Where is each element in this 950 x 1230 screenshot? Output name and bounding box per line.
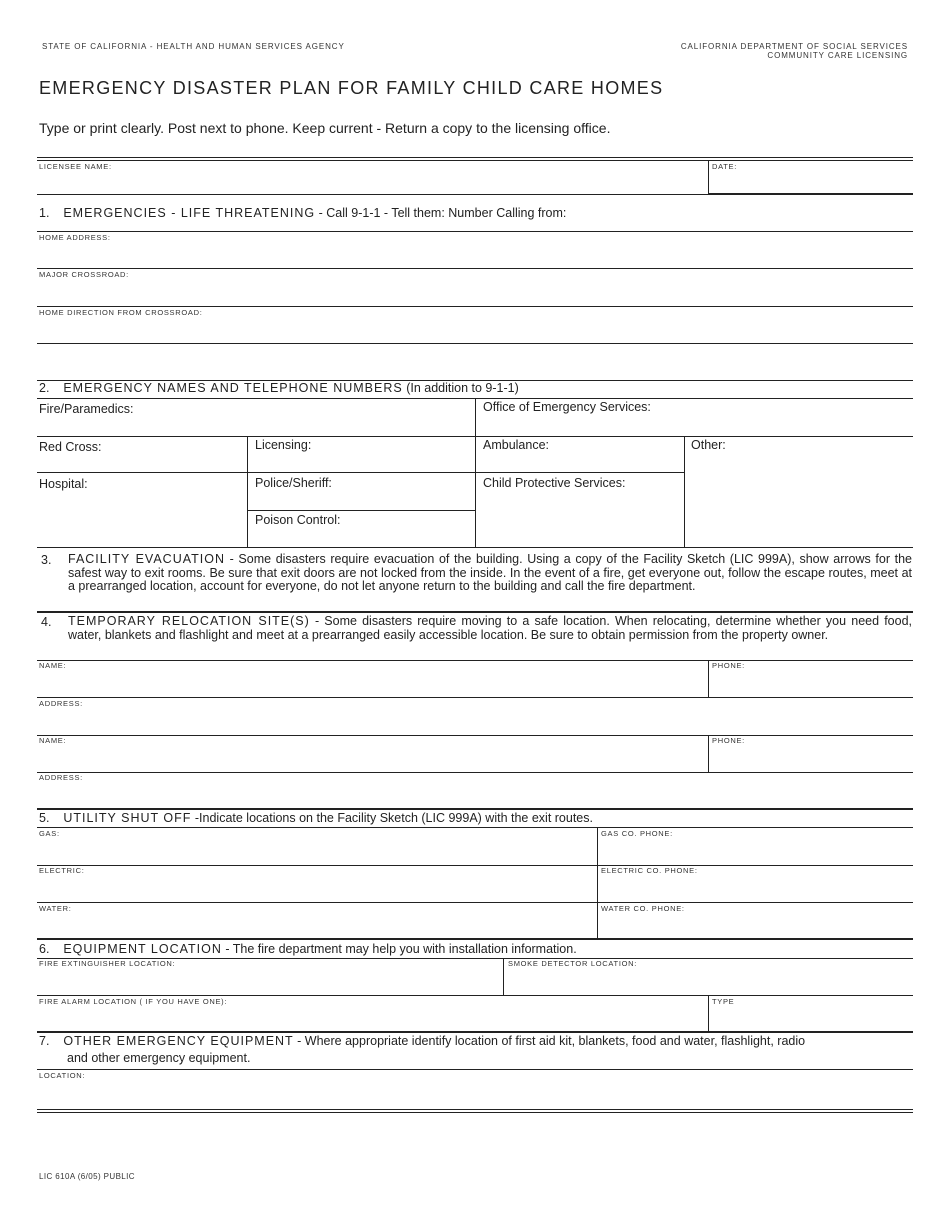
rule [37, 1112, 913, 1113]
section3-paragraph [68, 553, 912, 594]
instructions: Type or print clearly. Post next to phone. Keep current - Return a copy to the licensing office. [39, 120, 611, 136]
relocation2-name-field[interactable] [39, 746, 704, 770]
section7-number: 7. [39, 1034, 50, 1048]
rule [37, 160, 913, 161]
water-phone-label: WATER CO. PHONE: [601, 904, 685, 913]
licensee-name-field[interactable] [120, 170, 700, 192]
relocation1-name-field[interactable] [39, 671, 704, 695]
fire-alarm-field[interactable] [39, 1007, 704, 1029]
smoke-detector-label: SMOKE DETECTOR LOCATION: [508, 959, 638, 968]
agency-right-line1: CALIFORNIA DEPARTMENT OF SOCIAL SERVICES [680, 42, 908, 51]
rule [37, 827, 913, 828]
section7-text-line1: - Where appropriate identify location of first aid kit, blankets, food and water, flashlight, radio [293, 1034, 806, 1048]
ambulance-field[interactable] [560, 438, 682, 470]
red-cross-label: Red Cross: [39, 440, 102, 454]
licensing-label: Licensing: [255, 438, 312, 452]
rule [37, 194, 708, 195]
rule [37, 472, 684, 473]
ambulance-label: Ambulance: [483, 438, 550, 452]
oes-label: Office of Emergency Services: [483, 400, 651, 414]
relocation1-phone-label: PHONE: [712, 661, 745, 670]
extinguisher-label: FIRE EXTINGUISHER LOCATION: [39, 959, 176, 968]
red-cross-field[interactable] [120, 438, 245, 470]
rule [37, 343, 913, 344]
date-field[interactable] [740, 170, 910, 192]
section5-title: UTILITY SHUT OFF [63, 811, 192, 825]
rule [37, 1031, 913, 1033]
rule [708, 193, 913, 195]
licensee-name-label: LICENSEE NAME: [39, 162, 112, 171]
rule [37, 611, 913, 613]
fire-paramedics-label: Fire/Paramedics: [39, 402, 134, 416]
rule [37, 660, 913, 661]
section5-number: 5. [39, 811, 50, 825]
rule [37, 995, 913, 996]
relocation2-phone-field[interactable] [712, 746, 910, 770]
other-label: Other: [691, 438, 726, 452]
relocation2-address-label: ADDRESS: [39, 773, 83, 782]
relocation1-address-label: ADDRESS: [39, 699, 83, 708]
rule [37, 1109, 913, 1110]
section1-number: 1. [39, 206, 50, 220]
page-title: EMERGENCY DISASTER PLAN FOR FAMILY CHILD CARE HOMES [39, 78, 664, 98]
section6-title: EQUIPMENT LOCATION [63, 942, 222, 956]
section1-heading [39, 206, 566, 220]
electric-field[interactable] [39, 876, 593, 900]
gas-field[interactable] [39, 839, 593, 863]
rule [37, 808, 913, 810]
electric-label: ELECTRIC: [39, 866, 85, 875]
divider [684, 436, 685, 548]
gas-label: GAS: [39, 829, 60, 838]
rule [37, 157, 913, 158]
relocation2-address-field[interactable] [39, 783, 909, 807]
type-field[interactable] [712, 1007, 910, 1029]
section4-number: 4. [41, 615, 52, 629]
type-label: TYPE [712, 997, 735, 1006]
rule [37, 938, 913, 940]
oes-field[interactable] [680, 400, 910, 434]
gas-phone-label: GAS CO. PHONE: [601, 829, 673, 838]
extinguisher-field[interactable] [39, 969, 499, 993]
agency-left: STATE OF CALIFORNIA - HEALTH AND HUMAN SERVICES AGENCY [42, 42, 345, 51]
section6-heading [39, 942, 577, 956]
rule [37, 268, 913, 269]
relocation2-name-label: NAME: [39, 736, 67, 745]
water-label: WATER: [39, 904, 72, 913]
divider [708, 160, 709, 194]
form-id: LIC 610A (6/05) PUBLIC [39, 1172, 135, 1181]
rule [37, 772, 913, 773]
fire-alarm-label: FIRE ALARM LOCATION ( IF YOU HAVE ONE): [39, 997, 228, 1006]
police-sheriff-field[interactable] [345, 476, 472, 508]
section4-text: - Some disasters require moving to a safe location. When relocating, determine whether you need food, water, blankets and flashlight and meet at a prearranged easily accessible location. Be sure to obtain permission from the property owner. [68, 614, 912, 642]
rule [37, 436, 913, 437]
divider [708, 735, 709, 772]
divider [708, 995, 709, 1031]
section4-paragraph [68, 615, 912, 642]
relocation2-phone-label: PHONE: [712, 736, 745, 745]
section1-title: EMERGENCIES - LIFE THREATENING [63, 206, 316, 220]
major-crossroad-field[interactable] [39, 280, 909, 304]
relocation1-name-label: NAME: [39, 661, 67, 670]
water-field[interactable] [39, 914, 593, 936]
location-field[interactable] [39, 1081, 909, 1107]
other-field[interactable] [735, 438, 910, 544]
section6-number: 6. [39, 942, 50, 956]
agency-right-line2: COMMUNITY CARE LICENSING [767, 51, 908, 60]
poison-control-label: Poison Control: [255, 513, 341, 527]
major-crossroad-label: MAJOR CROSSROAD: [39, 270, 129, 279]
rule [37, 697, 913, 698]
section2-text: (In addition to 9-1-1) [402, 381, 519, 395]
location-label: LOCATION: [39, 1071, 86, 1080]
police-sheriff-label: Police/Sheriff: [255, 476, 332, 490]
rule [37, 1069, 913, 1070]
section7-heading [39, 1034, 805, 1048]
licensing-field[interactable] [322, 438, 472, 470]
section4-title: TEMPORARY RELOCATION SITE(S) [68, 614, 310, 628]
hospital-label: Hospital: [39, 477, 88, 491]
divider [475, 398, 476, 548]
divider [597, 827, 598, 938]
poison-control-field[interactable] [355, 513, 472, 545]
rule [37, 547, 913, 548]
relocation1-phone-field[interactable] [712, 671, 910, 695]
water-phone-field[interactable] [601, 914, 910, 936]
section3-number: 3. [41, 553, 52, 567]
gas-phone-field[interactable] [601, 839, 910, 863]
electric-phone-label: ELECTRIC CO. PHONE: [601, 866, 698, 875]
smoke-detector-field[interactable] [508, 969, 910, 993]
section6-text: - The fire department may help you with installation information. [221, 942, 577, 956]
home-address-label: HOME ADDRESS: [39, 233, 111, 242]
section7-title: OTHER EMERGENCY EQUIPMENT [63, 1034, 294, 1048]
section3-text: - Some disasters require evacuation of the building. Using a copy of the Facility Sketch (LIC 999A), show arrows for the safest way to exit rooms. Be sure that exit doors are not locked from the inside. In the event of a fire, get everyone out, follow the escape routes, meet at a prearranged location, account for everyone, do not let anyone return to the building and call the fire department. [68, 552, 912, 593]
section3-title: FACILITY EVACUATION [68, 552, 225, 566]
home-direction-field[interactable] [39, 318, 909, 342]
fire-paramedics-field[interactable] [150, 400, 470, 434]
rule [37, 735, 913, 736]
rule [37, 231, 913, 232]
relocation1-address-field[interactable] [39, 709, 909, 733]
rule [37, 306, 913, 307]
section7-text-line2: and other emergency equipment. [67, 1051, 251, 1065]
rule [37, 902, 913, 903]
rule [247, 510, 475, 511]
date-label: DATE: [712, 162, 738, 171]
divider [503, 958, 504, 995]
electric-phone-field[interactable] [601, 876, 910, 900]
hospital-field[interactable] [100, 476, 245, 544]
rule [37, 865, 913, 866]
home-direction-label: HOME DIRECTION FROM CROSSROAD: [39, 308, 203, 317]
agency-right [681, 42, 908, 60]
cps-field[interactable] [483, 494, 681, 544]
divider [708, 660, 709, 697]
cps-label: Child Protective Services: [483, 476, 626, 490]
section2-number: 2. [39, 381, 50, 395]
section2-title: EMERGENCY NAMES AND TELEPHONE NUMBERS [63, 381, 403, 395]
section5-heading [39, 811, 593, 825]
home-address-field[interactable] [39, 243, 909, 267]
section5-text: -Indicate locations on the Facility Sketch (LIC 999A) with the exit routes. [191, 811, 593, 825]
section1-text: - Call 9-1-1 - Tell them: Number Calling from: [315, 206, 567, 220]
section2-heading [39, 381, 519, 395]
divider [247, 436, 248, 548]
